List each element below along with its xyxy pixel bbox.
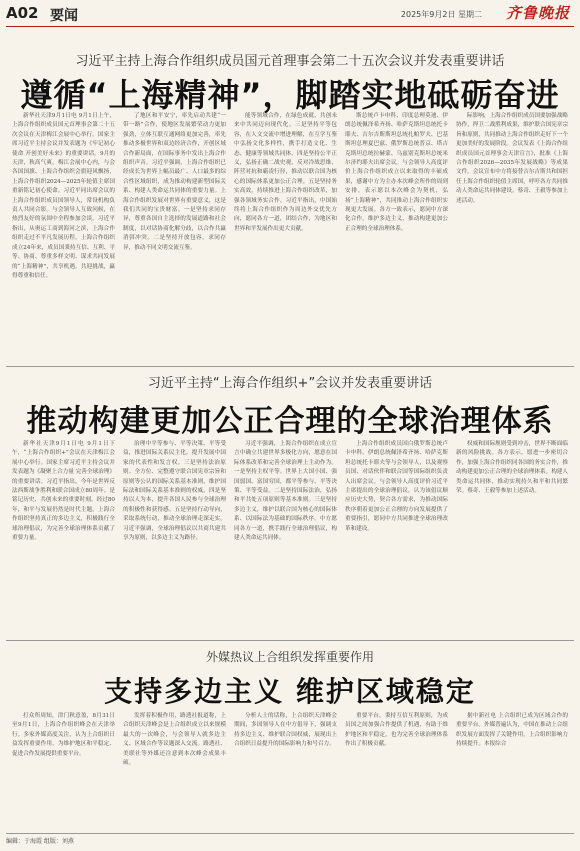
masthead-logo: 齐鲁晚报 [505,4,570,22]
article2-column-4: 上海合作组织成员国白俄罗斯总统卢卡申科、伊朗总统佩泽希齐扬、哈萨克斯坦总统托卡耶夫等与会领导人，以及观察员国、对话伙伴和联合国等国际组织负责人出席会议。与会领导人高度评价习近平主席提出的全球治理倡议，认为该倡议顺应历史大势，契合各方需求，为推动国际秩序朝着更加公正合理的方向发展提供了重要指引，愿同中方共同推进全球治理改革和建设。 [345,441,448,532]
article2-column-2: 治理中平等参与、平等决策、平等受益，推进国际关系民主化。提升发展中国家的代表性和发言权。三是坚持法治原则。全方位、完整遵守联合国宪章宗旨和原则等公认的国际关系基本准则，维护国际法和国际关系基本准则的权威。四是坚持以人为本，提升各国人民参与全球治理的积极性和获得感。五是坚持行动导向，采取系统行动，推动全球治理走深走实。习近平强调，全球治理倡议以共商共建共享为原则，以多边主义为路径。 [123,441,226,542]
article3-column-2: 发挥着积极作用，路透社报道称，上合组织天津峰会是上合组织成立以来规模最大的一次峰会，与会领导人就多边主义、区域合作等议题深入交流。路透社、美联社等外媒还注意到本次峰会成果丰硕。 [123,713,226,767]
article1-kicker: 习近平主持上海合作组织成员国元首理事会第二十五次会议并发表重要讲话 [75,54,505,69]
section-tag: A02 [6,4,39,22]
article2-column-3: 习近平强调，上海合作组织在成立宣言中确立共建世界多极化方向，愿意在国际体系改革和完善全球治理上主动作为。一是坚持主权平等。世界上大国小国、强国弱国、富国穷国，都平等参与、平等决策、平等受益。二是坚持国际法治，弘扬和平共处五项原则等基本准则。三是坚持多边主义，维护以联合国为核心的国际体系、以国际法为基础的国际秩序。中方愿同各方一道，携手践行全球治理倡议，构建人类命运共同体。 [234,441,337,542]
article2-column-1: 新华社天津9月1日电 9月1日下午，“上海合作组织+”会议在天津梅江会展中心举行。国家主席习近平主持会议并发表题为《凝聚上合力量 完善全球治理》的重要讲话。习近平指出，今年是世界反法西斯战争胜利和联合国成立80周年。是铭记历史、共创未来的重要时刻。经过80年，和平与发展仍然是时代主题。上海合作组织坚持真正的多边主义，积极践行全球治理倡议，为完善全球治理体系贡献了重要力量。 [12,441,115,542]
article1-column-1: 新华社天津9月1日电 9月1日上午，上海合作组织成员国元首理事会第二十五次会议在天津梅江会展中心举行。国家主席习近平主持会议并发表题为《牢记初心使命 开创美好未来》的重要讲话。9月的天津，秋高气爽，梅江会展中心内，与会各国国旗、上海合作组织会旗迎风飘扬，上海合作组织2024—2025年轮值主席国重新铭记初心使命。习近平同出席会议的上海合作组织成员国领导人，常设机构负责人共同合影。与会领导人互致问候，在热烈友好的氛围中全程参加会谈。习近平指出，从奥运工商到海河之滨，上海合作组织走过不平凡发展历程。上海合作组织成立24年来，成员国秉持互信、互利、平等、协商、尊重多样文明、谋求共同发展的“上海精神”，共享机遇，共迎挑战，赢得尊重和信任。 [12,113,115,279]
article3-headline: 支持多边主义 维护区域稳定 [104,675,476,708]
article1-column-5: 际影响，上海合作组织成员国要加强战略协作，捍卫二战胜利成果，维护联合国宪章宗旨和原则，共同推动上海合作组织走好下一个更加美好的发展阶段。会议发表《上海合作组织成员国元首理事会天津宣言》，批准《上海合作组织2026—2035年发展战略》等成果文件。会议宣布中方将接替吉尔吉斯共和国担任上海合作组织轮值主席国，呼吁各方共同推动人类命运共同体建设。蔡奇、王毅等参加上述活动。 [456,113,568,204]
editor-credits: 编辑：于海霞 组版：刘燕 [6,838,74,845]
article2-column-5: 权威和国际规则受到冲击，世界不断面临新的风险挑战。各方表示，愿进一步密切合作，加强上海合作组织同各国的务实合作，推动构建更加公正合理的全球治理体系。构建人类命运共同体，推动实现持久和平和共同繁荣。蔡奇、王毅等参加上述活动。 [456,441,568,495]
article3-column-1: 打众所周知，津门秋意盈，8月31日至9月1日，上海合作组织峰会在天津举行。多家外媒高度关注，认为上合组织日益发挥重要作用，为维护地区和平稳定、促进合作发展提供重要平台。 [12,713,115,757]
footer-rule [6,833,574,834]
divider [6,366,574,367]
section-name: 要闻 [50,8,78,24]
article2-kicker: 习近平主持“上海合作组织+”会议并发表重要讲话 [147,376,433,391]
article3-kicker: 外媒热议上合组织发挥重要作用 [205,650,374,664]
article1-headline: 遵循“上海精神”，脚踏实地砥砺奋进 [20,76,560,114]
divider [6,640,574,641]
article1-column-4: 斯总统卢卡申科、印度总理莫迪、伊朗总统佩泽希齐扬、哈萨克斯坦总统托卡耶夫、吉尔吉斯斯坦总统扎帕罗夫、巴基斯坦总理夏巴兹、俄罗斯总统普京、塔吉克斯坦总统拉赫蒙、乌兹别克斯坦总统米尔济约耶夫出席会议。与会领导人高度评价上海合作组织成立以来取得的丰硕成果，感谢中方为主办本次峰会所作的周到安排，表示愿以本次峰会为契机，弘扬“上海精神”，共同推动上海合作组织实现更大发展。各方一致表示，愿同中方深化合作，维护多边主义，推动构建更加公正合理的全球治理体系。 [345,113,448,232]
page-header [6,2,574,27]
article2-headline: 推动构建更加公正合理的全球治理体系 [26,404,554,439]
issue-date: 2025年9月2日 星期二 [400,10,482,19]
article3-column-5: 据中新社电 上合组织已成为区域合作的重要平台。外媒普遍认为，中国在推动上合组织发展方面发挥了关键作用，上合组织影响力持续提升。本报综合 [456,713,568,748]
article3-column-3: 分析人士的话称，上合组织天津峰会期间，多国领导人在中方倡导下，强调支持多边主义、维护联合国权威，展现出上合组织日益提升的国际影响力和号召力。 [234,713,337,748]
article1-column-2: 了地区和平安宁，率先启动共建“一带一路”合作，使地区发展繁荣动力更加强劲，立体互联互通网络更加完善，率先推动多极世界和双边经济合作，开创区域合作新局面，在国际事务中发出上海合作组织声音。习近平强调，上海合作组织已经成长为世界上幅员最广、人口最多的综合性区域组织，成为推动构建新型国际关系、构建人类命运共同体的重要力量。上海合作组织发展对世界有重要意义，这是我们共同的宝贵财富。一是坚持求同存异，尊重各国自主选择的发展道路和社会制度，以对话协商化解分歧，以合作共赢消弭冲突。二是坚持开放包容，求同存异，推动不同文明交流互鉴。 [123,113,226,251]
article3-column-4: 重要平台，秉持互信互利原则，为成员国之间加强合作提供了机遇，有助于维护地区和平稳定，也为完善全球治理体系作出了积极贡献。 [345,713,448,748]
article1-column-3: 能等领域合作，在绿色成就、共创未来中共同迈向现代化。三是坚持平等包容，在人文交流中增进理解，在互学互鉴中弘扬文化多样性，携手打造文化、生态、健康等领域共同体。四是坚持公平正义，弘扬正确二战史观，反对冷战思维、阵营对抗和霸凌行径，推动以联合国为核心的国际体系更加公正合理。五是坚持务实高效，持续推进上海合作组织改革，加强各领域务实合作。习近平指出，中国始终将上海合作组织作为周边外交优先方向，愿同各方一道，团结合作，为地区和世界和平发展作出更大贡献。 [234,113,337,232]
